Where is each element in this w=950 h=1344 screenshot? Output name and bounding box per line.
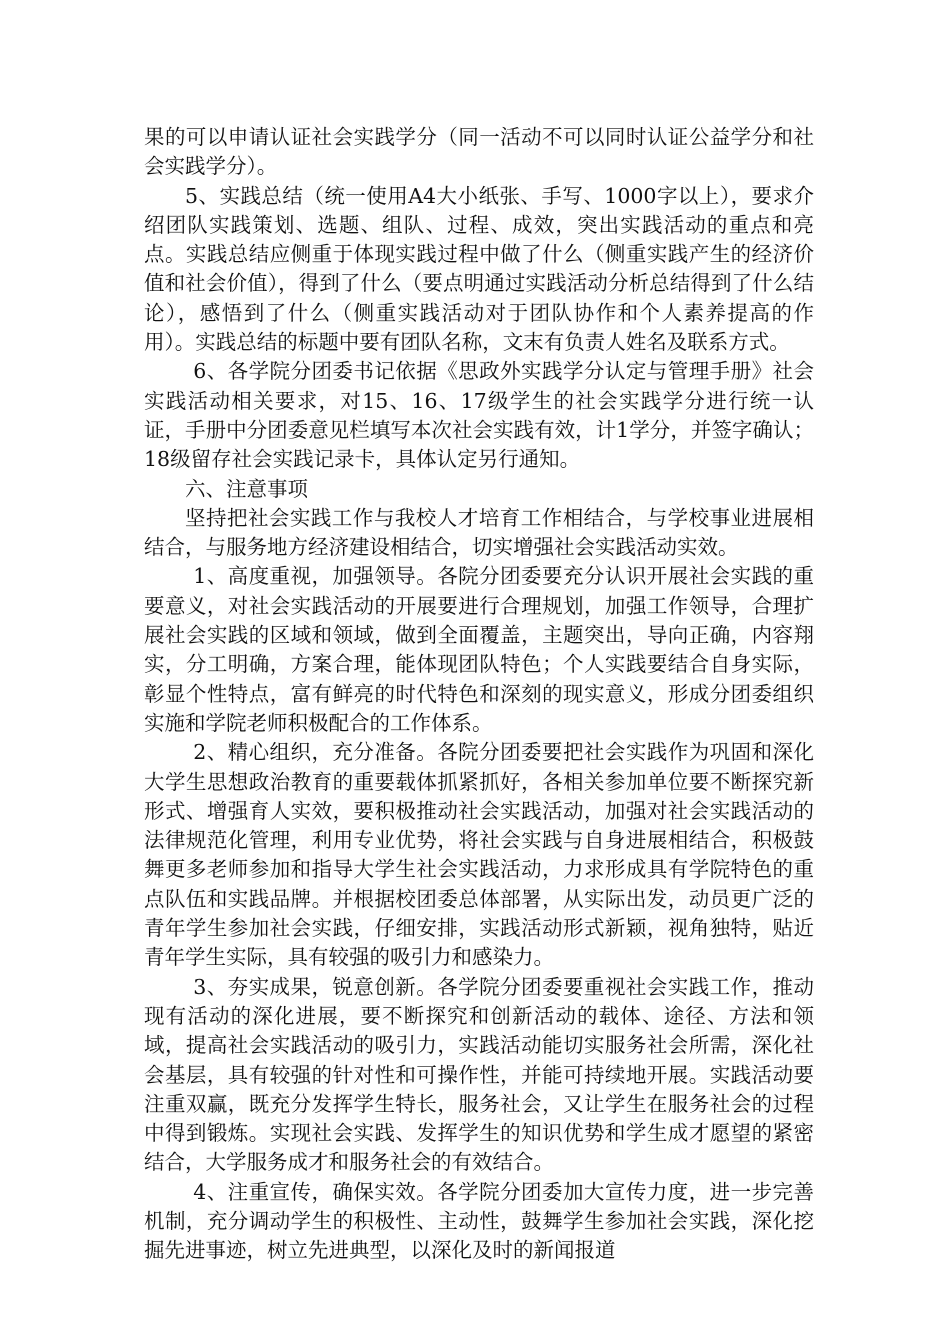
paragraph-credit-recognition: 6、各学院分团委书记依据《思政外实践学分认定与管理手册》社会实践活动相关要求，对15、16、17级学生的社会实践学分进行统一认证，手册中分团委意见栏填写本次社会实践有效，计1学分，并签字确认；18级留存社会实践记录卡，具体认定另行通知。 — [144, 359, 814, 472]
section-heading-notes: 六、注意事项 — [185, 476, 308, 501]
paragraph-note-3: 3、夯实成果，锐意创新。各学院分团委要重视社会实践工作，推动现有活动的深化进展，要不断探究和创新活动的载体、途径、方法和领域，提高社会实践活动的吸引力，实践活动能切实服务社会所需，深化社会基层，具有较强的针对性和可操作性，并能可持续地开展。实践活动要注重双赢，既充分发挥学生特长，服务社会，又让学生在服务社会的过程中得到锻炼。实现社会实践、发挥学生的知识优势和学生成才愿望的紧密结合，大学服务成才和服务社会的有效结合。 — [144, 974, 814, 1175]
paragraph-practice-summary: 5、实践总结（统一使用A4大小纸张、手写、1000字以上），要求介绍团队实践策划、选题、组队、过程、成效，突出实践活动的重点和亮点。实践总结应侧重于体现实践过程中做了什么（侧重实践产生的经济价值和社会价值），得到了什么（要点明通过实践活动分析总结得到了什么结论），感悟到了什么（侧重实践活动对于团队协作和个人素养提高的作用）。实践总结的标题中要有团队名称，文末有负责人姓名及联系方式。 — [144, 183, 814, 355]
paragraph-credit-certification: 果的可以申请认证社会实践学分（同一活动不可以同时认证公益学分和社会实践学分）。 — [144, 125, 814, 179]
document-body — [144, 123, 814, 1266]
paragraph-note-1: 1、高度重视，加强领导。各院分团委要充分认识开展社会实践的重要意义，对社会实践活动的开展要进行合理规划，加强工作领导，合理扩展社会实践的区域和领域，做到全面覆盖，主题突出，导向正确，内容翔实，分工明确，方案合理，能体现团队特色；个人实践要结合自身实际，彰显个性特点，富有鲜亮的时代特色和深刻的现实意义，形成分团委组织实施和学院老师积极配合的工作体系。 — [144, 564, 814, 735]
paragraph-note-2: 2、精心组织，充分准备。各院分团委要把社会实践作为巩固和深化大学生思想政治教育的重要载体抓紧抓好，各相关参加单位要不断探究新形式、增强育人实效，要积极推动社会实践活动，加强对社会实践活动的法律规范化管理，利用专业优势，将社会实践与自身进展相结合，积极鼓舞更多老师参加和指导大学生社会实践活动，力求形成具有学院特色的重点队伍和实践品牌。并根据校团委总体部署，从实际出发，动员更广泛的青年学生参加社会实践，仔细安排，实践活动形式新颖，视角独特，贴近青年学生实际，具有较强的吸引力和感染力。 — [144, 740, 814, 970]
paragraph-note-4: 4、注重宣传，确保实效。各学院分团委加大宣传力度，进一步完善机制，充分调动学生的积极性、主动性，鼓舞学生参加社会实践，深化挖掘先进事迹，树立先进典型，以深化及时的新闻报道 — [144, 1179, 814, 1263]
paragraph-notes-intro: 坚持把社会实践工作与我校人才培育工作相结合，与学校事业进展相结合，与服务地方经济建设相结合，切实增强社会实践活动实效。 — [144, 505, 814, 560]
